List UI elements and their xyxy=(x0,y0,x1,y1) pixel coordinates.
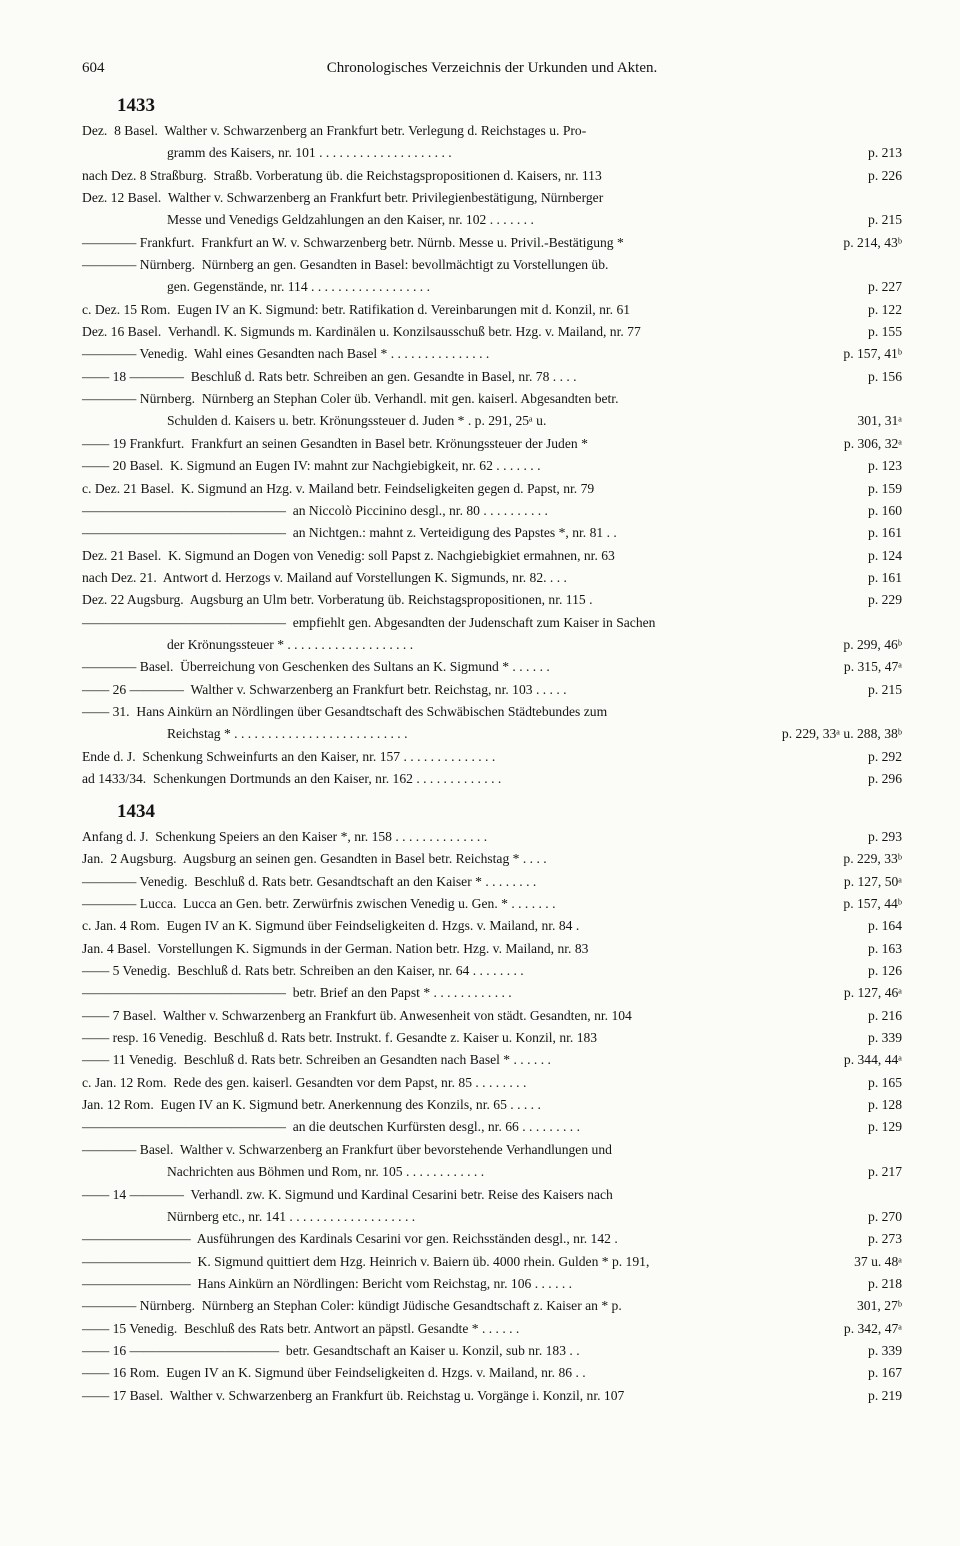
page-reference: p. 273 xyxy=(868,1231,902,1247)
page-reference: p. 156 xyxy=(868,368,902,384)
entry-text: nach Dez. 21. Antwort d. Herzogs v. Mailand auf Vorstellungen K. Sigmunds, nr. 82. . . . xyxy=(82,569,567,585)
entry-line xyxy=(82,410,902,432)
year-heading: 1433 xyxy=(117,95,155,116)
entry-text: —— 17 Basel. Walther v. Schwarzenberg an Frankfurt üb. Reichstag u. Vorgänge i. Konzil, nr. 107 xyxy=(82,1387,625,1403)
entry-text: ———————— Ausführungen des Kardinals Cesarini vor gen. Reichsständen desgl., nr. 142 . xyxy=(82,1231,618,1247)
year-heading: 1434 xyxy=(117,801,155,822)
entry-text: gramm des Kaisers, nr. 101 . . . . . . . . . . . . . . . . . . . . xyxy=(82,145,452,161)
entry-line xyxy=(82,1206,902,1228)
page-reference: p. 229, 33ᵇ xyxy=(843,851,902,867)
page-reference: p. 315, 47ᵃ xyxy=(843,659,902,675)
entry-line xyxy=(82,1072,902,1094)
entry-line xyxy=(82,1295,902,1317)
entry-line xyxy=(82,1385,902,1407)
entry-text: ———— Frankfurt. Frankfurt an W. v. Schwarzenberg betr. Nürnb. Messe u. Privil.-Bestätigung * xyxy=(82,234,624,250)
entry-text: Dez. 16 Basel. Verhandl. K. Sigmunds m. Kardinälen u. Konzilsausschuß betr. Hzg. v. Mailand, nr. 77 xyxy=(82,324,641,340)
entry-line xyxy=(82,938,902,960)
entry-text: Dez. 8 Basel. Walther v. Schwarzenberg an Frankfurt betr. Verlegung d. Reichstages u. Pro- xyxy=(82,123,587,138)
entry-text: —— 16 ——————————— betr. Gesandtschaft an Kaiser u. Konzil, sub nr. 183 . . xyxy=(82,1342,580,1358)
entry-text: —— 15 Venedig. Beschluß des Rats betr. Antwort an päpstl. Gesandte * . . . . . . xyxy=(82,1320,520,1336)
page-reference: p. 128 xyxy=(868,1097,902,1113)
entry-text: —— 20 Basel. K. Sigmund an Eugen IV: mahnt zur Nachgiebigkeit, nr. 62 . . . . . . . xyxy=(82,458,541,474)
entry-line xyxy=(82,915,902,937)
entry-line xyxy=(82,1005,902,1027)
page-reference: p. 218 xyxy=(868,1275,902,1291)
entry-line xyxy=(82,455,902,477)
entry-text: c. Jan. 4 Rom. Eugen IV an K. Sigmund über Feindseligkeiten d. Hzgs. v. Mailand, nr. 84 . xyxy=(82,918,580,934)
entry-line xyxy=(82,1184,902,1206)
entry-text: ———————— Hans Ainkürn an Nördlingen: Bericht vom Reichstag, nr. 106 . . . . . . xyxy=(82,1275,573,1291)
page-reference: p. 292 xyxy=(868,748,902,764)
page-reference: p. 339 xyxy=(868,1030,902,1046)
entry-line xyxy=(82,848,902,870)
entry-line xyxy=(82,276,902,298)
entry-line xyxy=(82,433,902,455)
entry-text: Jan. 4 Basel. Vorstellungen K. Sigmunds in der German. Nation betr. Hzg. v. Mailand, nr. 83 xyxy=(82,940,589,956)
page-reference: p. 216 xyxy=(868,1007,902,1023)
entry-line xyxy=(82,187,902,209)
page-reference: p. 127, 50ᵃ xyxy=(843,873,902,889)
entry-line xyxy=(82,165,902,187)
entry-text: ———— Basel. Überreichung von Geschenken des Sultans an K. Sigmund * . . . . . . xyxy=(82,659,550,675)
page-header xyxy=(82,60,902,84)
page-reference: p. 306, 32ᵃ xyxy=(843,435,902,451)
entry-text: —— 7 Basel. Walther v. Schwarzenberg an Frankfurt üb. Anwesenheit von städt. Gesandten, nr. 104 xyxy=(82,1007,632,1023)
entry-text: Dez. 22 Augsburg. Augsburg an Ulm betr. Vorberatung üb. Reichstagspropositionen, nr. 115 . xyxy=(82,592,593,608)
entry-text: Ende d. J. Schenkung Schweinfurts an den Kaiser, nr. 157 . . . . . . . . . . . . . . xyxy=(82,748,496,764)
entry-text: —— 18 ———— Beschluß d. Rats betr. Schreiben an gen. Gesandte in Basel, nr. 78 . . . . xyxy=(82,368,577,384)
year-section-1433 xyxy=(82,92,902,790)
entry-text: c. Dez. 15 Rom. Eugen IV an K. Sigmund: betr. Ratifikation d. Vereinbarungen mit d. Konzil, nr. 61 xyxy=(82,301,631,317)
year-section-1434 xyxy=(82,798,902,1407)
entry-line xyxy=(82,589,902,611)
entry-text: ———————— K. Sigmund quittiert dem Hzg. Heinrich v. Baiern üb. 4000 rhein. Gulden * p. 191, xyxy=(82,1253,650,1269)
entry-line xyxy=(82,254,902,276)
entry-text: —— 26 ———— Walther v. Schwarzenberg an Frankfurt betr. Reichstag, nr. 103 . . . . . xyxy=(82,681,567,697)
entry-line xyxy=(82,120,902,142)
page-reference: p. 229, 33ᵃ u. 288, 38ᵇ xyxy=(781,726,902,742)
entry-text: Nachrichten aus Böhmen und Rom, nr. 105 . . . . . . . . . . . . xyxy=(82,1164,485,1180)
entry-line xyxy=(82,871,902,893)
page-reference: p. 344, 44ᵃ xyxy=(843,1052,902,1068)
entry-line xyxy=(82,1273,902,1295)
entry-line xyxy=(82,1228,902,1250)
entry-text: ——————————————— an Nichtgen.: mahnt z. Verteidigung des Papstes *, nr. 81 . . xyxy=(82,525,617,541)
entry-line xyxy=(82,1094,902,1116)
page-reference: p. 164 xyxy=(868,918,902,934)
entry-text: Jan. 12 Rom. Eugen IV an K. Sigmund betr. Anerkennung des Konzils, nr. 65 . . . . . xyxy=(82,1097,541,1113)
page-reference: p. 124 xyxy=(868,547,902,563)
entry-line xyxy=(82,746,902,768)
entry-line xyxy=(82,1049,902,1071)
entry-line xyxy=(82,723,902,745)
entry-text: ———— Venedig. Beschluß d. Rats betr. Gesandtschaft an den Kaiser * . . . . . . . . xyxy=(82,873,537,889)
entry-text: ———— Basel. Walther v. Schwarzenberg an Frankfurt über bevorstehende Verhandlungen und xyxy=(82,1141,612,1157)
entry-list xyxy=(82,826,902,1407)
page-reference: p. 161 xyxy=(868,569,902,585)
entry-line xyxy=(82,1116,902,1138)
entry-text: —— 31. Hans Ainkürn an Nördlingen über Gesandtschaft des Schwäbischen Städtebundes zum xyxy=(82,703,608,719)
page-reference: p. 229 xyxy=(868,592,902,608)
entry-line xyxy=(82,522,902,544)
entry-text: c. Jan. 12 Rom. Rede des gen. kaiserl. Gesandten vor dem Papst, nr. 85 . . . . . . . . xyxy=(82,1074,527,1090)
page-reference: p. 161 xyxy=(868,525,902,541)
entry-line xyxy=(82,343,902,365)
entry-line xyxy=(82,679,902,701)
page-reference: p. 219 xyxy=(868,1387,902,1403)
page-reference: p. 165 xyxy=(868,1074,902,1090)
entry-text: Dez. 21 Basel. K. Sigmund an Dogen von Venedig: soll Papst z. Nachgiebigkiet ermahnen, nr. 63 xyxy=(82,547,615,563)
entry-line xyxy=(82,1139,902,1161)
entry-text: ——————————————— betr. Brief an den Papst * . . . . . . . . . . . . xyxy=(82,985,512,1001)
page-number: 604 xyxy=(82,60,105,76)
entry-line xyxy=(82,388,902,410)
page-reference: p. 167 xyxy=(868,1365,902,1381)
entry-text: ——————————————— an die deutschen Kurfürsten desgl., nr. 66 . . . . . . . . . xyxy=(82,1119,581,1135)
page-reference: p. 296 xyxy=(868,770,902,786)
page-reference: p. 214, 43ᵇ xyxy=(843,234,902,250)
entry-text: —— 14 ———— Verhandl. zw. K. Sigmund und Kardinal Cesarini betr. Reise des Kaisers nach xyxy=(82,1186,613,1202)
entry-line xyxy=(82,1251,902,1273)
entry-line xyxy=(82,1318,902,1340)
running-title: Chronologisches Verzeichnis der Urkunden und Akten. xyxy=(326,60,658,76)
page-reference: p. 339 xyxy=(868,1342,902,1358)
page-reference: p. 226 xyxy=(868,167,902,183)
entry-text: Dez. 12 Basel. Walther v. Schwarzenberg an Frankfurt betr. Privilegienbestätigung, Nürnberger xyxy=(82,190,604,206)
page-reference: p. 157, 44ᵇ xyxy=(843,896,902,912)
entry-text: Nürnberg etc., nr. 141 . . . . . . . . . . . . . . . . . . . xyxy=(82,1208,416,1224)
page-reference: p. 213 xyxy=(868,145,902,161)
entry-text: Reichstag * . . . . . . . . . . . . . . . . . . . . . . . . . . xyxy=(82,726,408,742)
entry-text: Messe und Venedigs Geldzahlungen an den Kaiser, nr. 102 . . . . . . . xyxy=(82,212,534,228)
page-reference: 37 u. 48ᵃ xyxy=(854,1253,902,1269)
entry-line xyxy=(82,478,902,500)
page-reference: p. 123 xyxy=(868,458,902,474)
entry-line xyxy=(82,893,902,915)
entry-line xyxy=(82,1161,902,1183)
entry-list xyxy=(82,120,902,790)
page-reference: p. 155 xyxy=(868,324,902,340)
entry-line xyxy=(82,142,902,164)
entry-line xyxy=(82,634,902,656)
entry-text: —— 19 Frankfurt. Frankfurt an seinen Gesandten in Basel betr. Krönungssteuer der Juden * xyxy=(82,435,588,451)
entry-line xyxy=(82,321,902,343)
entry-text: —— 11 Venedig. Beschluß d. Rats betr. Schreiben an Gesandten nach Basel * . . . . . . xyxy=(82,1052,551,1068)
entry-line xyxy=(82,656,902,678)
page-reference: p. 342, 47ᵃ xyxy=(843,1320,902,1336)
entry-line xyxy=(82,1340,902,1362)
page-reference: p. 129 xyxy=(868,1119,902,1135)
entry-text: —— 5 Venedig. Beschluß d. Rats betr. Schreiben an den Kaiser, nr. 64 . . . . . . . . xyxy=(82,963,524,979)
entry-text: der Krönungssteuer * . . . . . . . . . . . . . . . . . . . xyxy=(82,636,414,652)
page-reference: p. 157, 41ᵇ xyxy=(843,346,902,362)
entry-line xyxy=(82,612,902,634)
entry-line xyxy=(82,232,902,254)
entry-text: ——————————————— an Niccolò Piccinino desgl., nr. 80 . . . . . . . . . . xyxy=(82,502,548,518)
entry-line xyxy=(82,768,902,790)
entry-line xyxy=(82,960,902,982)
entry-text: —— 16 Rom. Eugen IV an K. Sigmund über Feindseligkeiten d. Hzgs. v. Mailand, nr. 86 . . xyxy=(82,1365,586,1381)
entry-line xyxy=(82,982,902,1004)
page-reference: p. 126 xyxy=(868,963,902,979)
entry-text: ad 1433/34. Schenkungen Dortmunds an den Kaiser, nr. 162 . . . . . . . . . . . . . xyxy=(82,770,502,786)
entry-text: ———— Nürnberg. Nürnberg an gen. Gesandten in Basel: bevollmächtigt zu Vorstellungen üb. xyxy=(82,257,609,273)
entry-text: Jan. 2 Augsburg. Augsburg an seinen gen. Gesandten in Basel betr. Reichstag * . . . . xyxy=(82,851,547,867)
entry-line xyxy=(82,209,902,231)
entry-text: ——————————————— empfiehlt gen. Abgesandten der Judenschaft zum Kaiser in Sachen xyxy=(82,614,656,630)
entry-line xyxy=(82,1027,902,1049)
page-reference: p. 215 xyxy=(868,681,902,697)
page-reference: p. 122 xyxy=(868,301,902,317)
entry-text: —— resp. 16 Venedig. Beschluß d. Rats betr. Instrukt. f. Gesandte z. Kaiser u. Konzil, nr. 183 xyxy=(82,1030,598,1046)
page-reference: p. 160 xyxy=(868,502,902,518)
entry-text: ———— Nürnberg. Nürnberg an Stephan Coler üb. Verhandl. mit gen. kaiserl. Abgesandten betr. xyxy=(82,391,619,407)
entry-text: ———— Lucca. Lucca an Gen. betr. Zerwürfnis zwischen Venedig u. Gen. * . . . . . . . xyxy=(82,896,556,912)
entry-text: c. Dez. 21 Basel. K. Sigmund an Hzg. v. Mailand betr. Feindseligkeiten gegen d. Papst, nr. 79 xyxy=(82,480,595,496)
page-reference: p. 227 xyxy=(868,279,902,295)
page-reference: 301, 31ᵃ xyxy=(857,413,902,429)
entry-text: Schulden d. Kaisers u. betr. Krönungssteuer d. Juden * . p. 291, 25ᵃ u. xyxy=(82,413,547,429)
entry-line xyxy=(82,299,902,321)
page-reference: p. 270 xyxy=(868,1208,902,1224)
entry-text: ———— Venedig. Wahl eines Gesandten nach Basel * . . . . . . . . . . . . . . . xyxy=(82,346,490,362)
page-reference: p. 159 xyxy=(868,480,902,496)
page-reference: p. 215 xyxy=(868,212,902,228)
entry-line xyxy=(82,500,902,522)
entry-text: nach Dez. 8 Straßburg. Straßb. Vorberatung üb. die Reichstagspropositionen d. Kaisers, nr. 113 xyxy=(82,167,602,183)
page-reference: p. 299, 46ᵇ xyxy=(843,636,902,652)
entry-line xyxy=(82,1362,902,1384)
entry-line xyxy=(82,545,902,567)
page-reference: p. 163 xyxy=(868,940,902,956)
page-reference: p. 217 xyxy=(868,1164,902,1180)
entry-text: ———— Nürnberg. Nürnberg an Stephan Coler: kündigt Jüdische Gesandtschaft z. Kaiser an * p. xyxy=(82,1298,622,1314)
entry-text: Anfang d. J. Schenkung Speiers an den Kaiser *, nr. 158 . . . . . . . . . . . . . . xyxy=(82,829,488,844)
page-reference: p. 293 xyxy=(868,829,902,844)
page-reference: p. 127, 46ᵃ xyxy=(843,985,902,1001)
entry-line xyxy=(82,366,902,388)
entry-line xyxy=(82,567,902,589)
page-reference: 301, 27ᵇ xyxy=(857,1298,902,1314)
entry-text: gen. Gegenstände, nr. 114 . . . . . . . . . . . . . . . . . . xyxy=(82,279,430,295)
entry-line xyxy=(82,826,902,848)
entry-line xyxy=(82,701,902,723)
